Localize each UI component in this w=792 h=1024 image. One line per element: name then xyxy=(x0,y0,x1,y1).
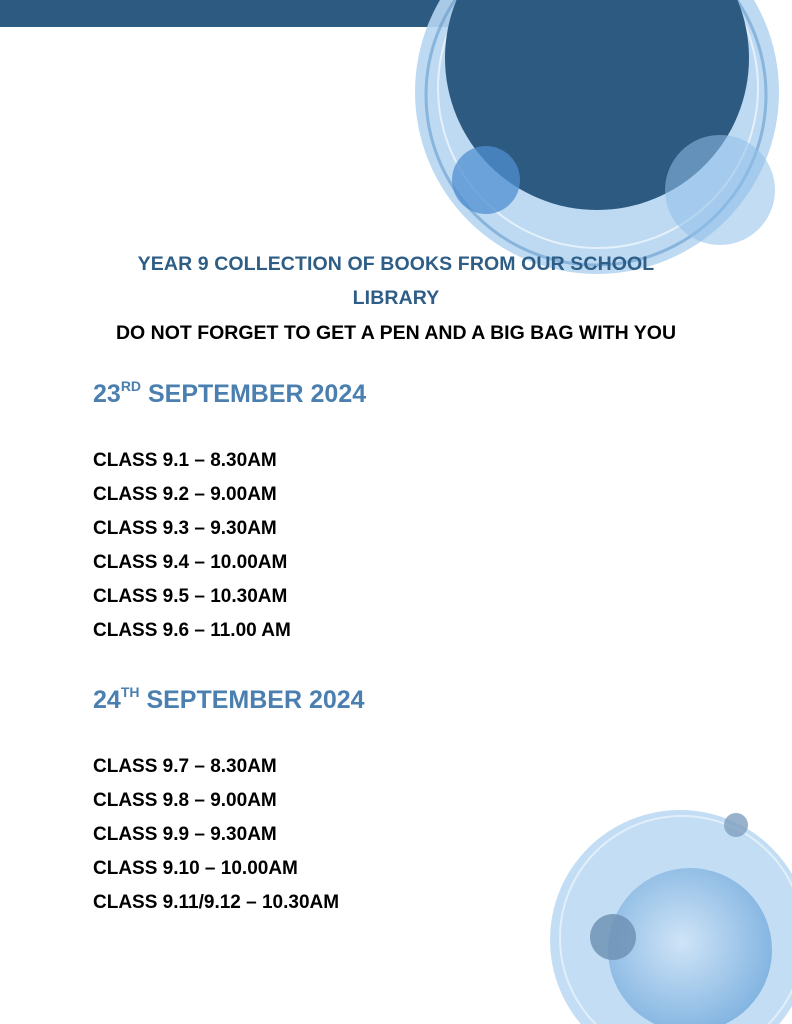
bottom-small-grey-circle xyxy=(590,914,636,960)
date-day-suffix: TH xyxy=(120,684,140,700)
class-schedule-day-2 xyxy=(93,750,339,920)
class-slot: CLASS 9.2 – 9.00AM xyxy=(93,484,277,505)
class-slot: CLASS 9.1 – 8.30AM xyxy=(93,450,277,471)
class-slot: CLASS 9.7 – 8.30AM xyxy=(93,756,277,777)
date-day-number: 24 xyxy=(93,686,121,714)
class-slot: CLASS 9.5 – 10.30AM xyxy=(93,586,288,607)
date-month-year: SEPTEMBER 2024 xyxy=(148,380,367,408)
date-month-year: SEPTEMBER 2024 xyxy=(146,686,365,714)
page-title-line-1: YEAR 9 COLLECTION OF BOOKS FROM OUR SCHOOL xyxy=(137,253,655,275)
class-slot: CLASS 9.9 – 9.30AM xyxy=(93,824,277,845)
class-slot: CLASS 9.11/9.12 – 10.30AM xyxy=(93,892,340,913)
page-title-line-2: LIBRARY xyxy=(352,287,440,309)
date-day-number: 23 xyxy=(93,380,121,408)
class-slot: CLASS 9.10 – 10.00AM xyxy=(93,858,298,879)
bottom-tiny-grey-circle xyxy=(724,813,748,837)
class-slot: CLASS 9.3 – 9.30AM xyxy=(93,518,277,539)
top-small-circle-left xyxy=(452,146,520,214)
date-heading-day-2 xyxy=(93,686,365,715)
class-slot: CLASS 9.4 – 10.00AM xyxy=(93,552,288,573)
class-slot: CLASS 9.6 – 11.00 AM xyxy=(93,620,291,641)
top-small-circle-right xyxy=(665,135,775,245)
page-subtitle: DO NOT FORGET TO GET A PEN AND A BIG BAG WITH YOU xyxy=(115,322,677,344)
date-heading-day-1 xyxy=(93,380,366,409)
date-day-suffix: RD xyxy=(120,378,142,394)
class-slot: CLASS 9.8 – 9.00AM xyxy=(93,790,277,811)
class-schedule-day-1 xyxy=(93,444,291,648)
